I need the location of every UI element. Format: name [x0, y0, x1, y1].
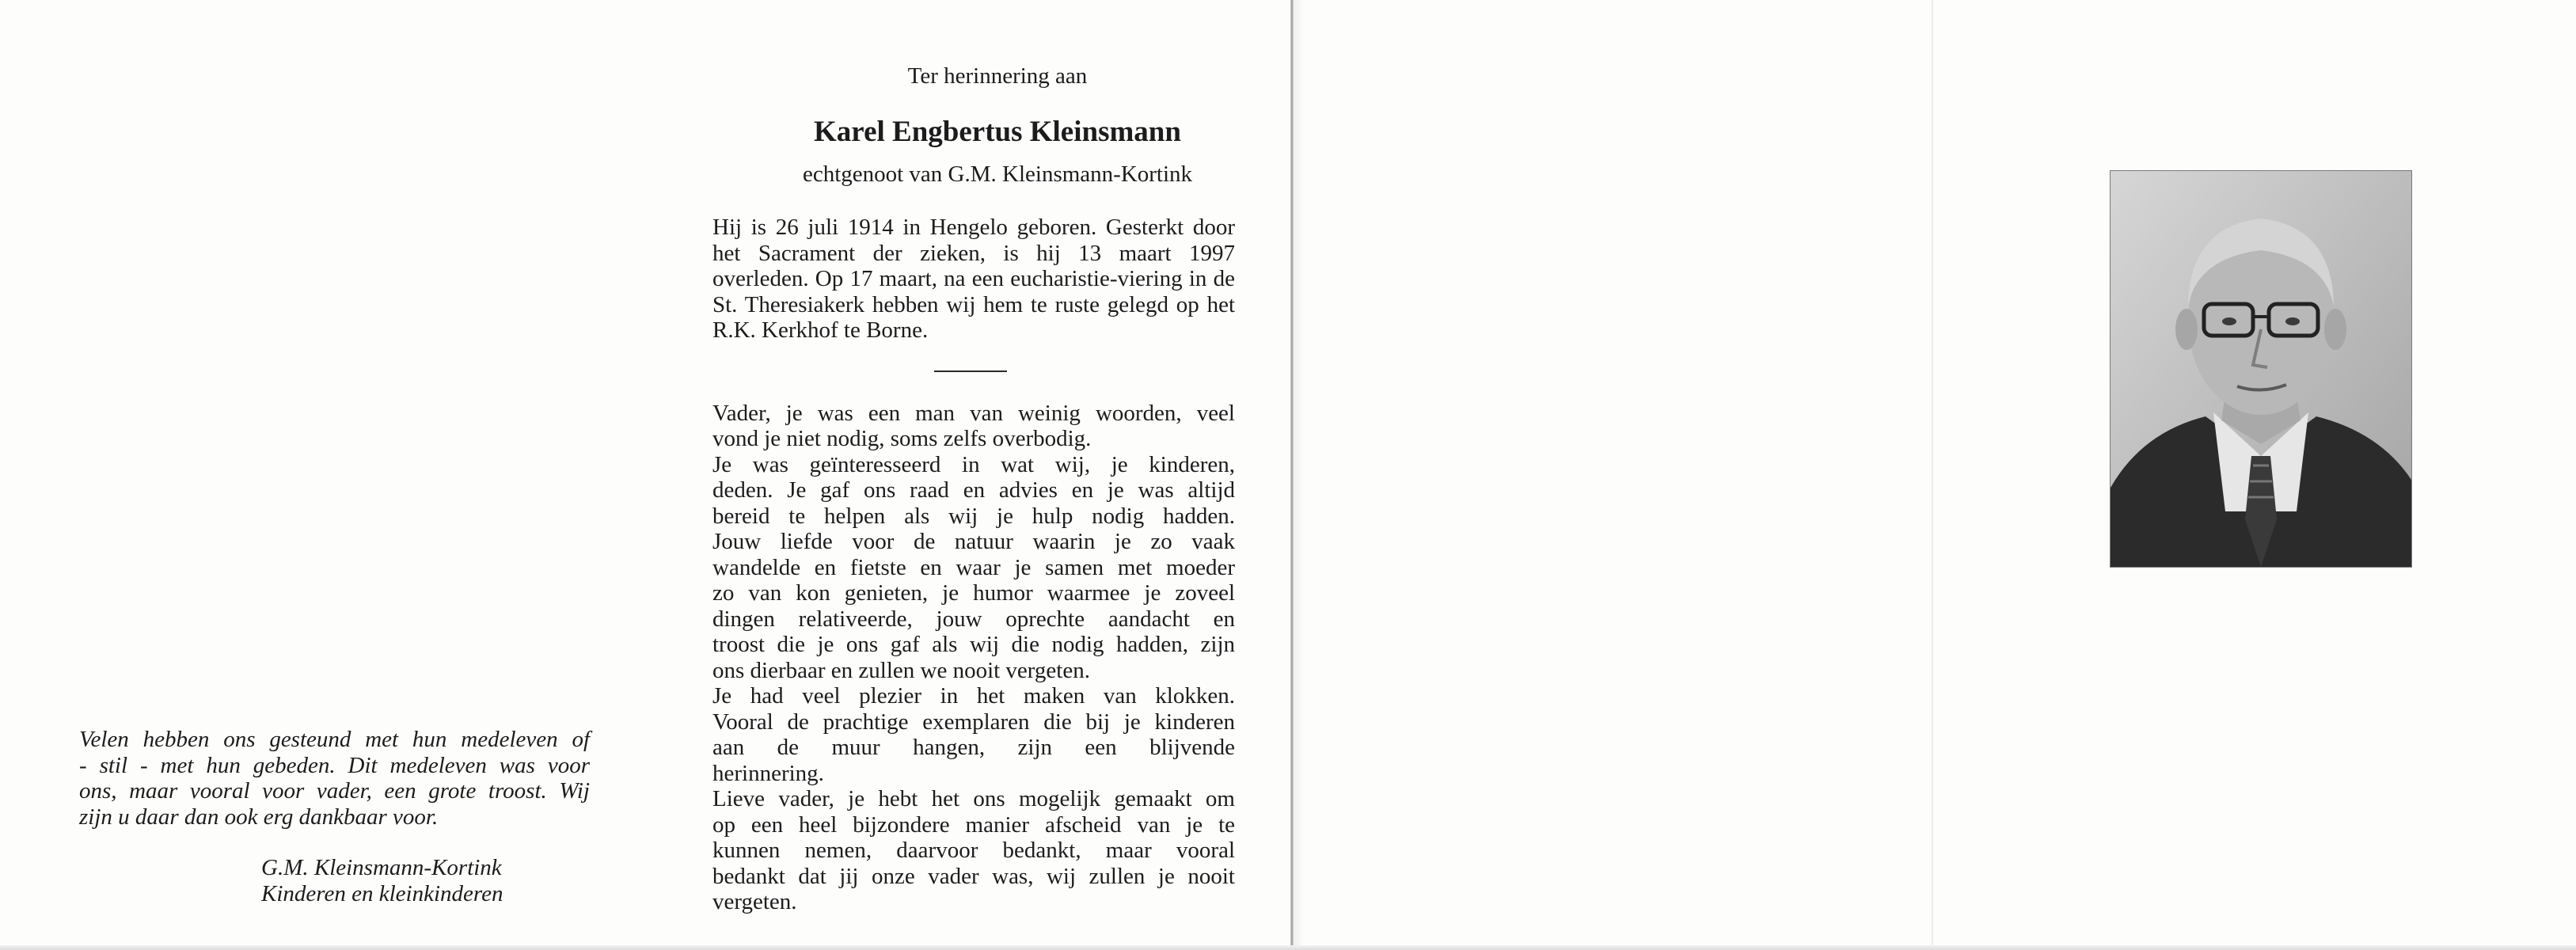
- tribute-line: troost die je ons gaf als wij die nodig hadden, zijn: [712, 632, 1235, 657]
- tribute-line: aan de muur hangen, zijn een blijvende: [712, 735, 1235, 760]
- tribute-text: [712, 401, 1235, 915]
- tribute-line: bereid te helpen als wij je hulp nodig hadden.: [712, 503, 1235, 529]
- tribute-line: Jouw liefde voor de natuur waarin je zo vaak: [712, 529, 1235, 554]
- intro-heading: Ter herinnering aan: [907, 63, 1088, 89]
- thanks-line: zijn u daar dan ook erg dankbaar voor.: [79, 804, 439, 830]
- thanks-paragraph: [79, 727, 590, 830]
- tribute-line: Vooral de prachtige exemplaren die bij je kinderen: [712, 709, 1235, 735]
- card-bottom-edge: [0, 945, 2576, 950]
- tribute-line: ons dierbaar en zullen we nooit vergeten.: [712, 657, 1090, 683]
- portrait-photo: [2110, 170, 2412, 568]
- tribute-line: Je had veel plezier in het maken van klokken.: [712, 683, 1235, 709]
- tribute-line: kunnen nemen, daarvoor bedankt, maar vooral: [712, 838, 1235, 863]
- spouse-line: echtgenoot van G.M. Kleinsmann-Kortink: [802, 162, 1193, 187]
- tribute-line: vond je niet nodig, soms zelfs overbodig.: [712, 426, 1092, 451]
- signature-family: Kinderen en kleinkinderen: [261, 881, 503, 906]
- tribute-line: Lieve vader, je hebt het ons mogelijk gemaakt om: [712, 786, 1235, 811]
- right-fold-line: [1932, 0, 1933, 950]
- tribute-line: vergeten.: [712, 889, 797, 914]
- tribute-line: herinnering.: [712, 760, 824, 786]
- tribute-line: zo van kon genieten, je humor waarmee je zoveel: [712, 580, 1235, 606]
- thanks-line: - stil - met hun gebeden. Dit medeleven was voor: [79, 752, 590, 778]
- signature-spouse: G.M. Kleinsmann-Kortink: [261, 855, 502, 880]
- deceased-name: Karel Engbertus Kleinsmann: [814, 116, 1181, 148]
- thanks-line: ons, maar vooral voor vader, een grote troost. Wij: [79, 778, 590, 804]
- tribute-line: dingen relativeerde, jouw oprechte aandacht en: [712, 606, 1235, 632]
- thanks-line: Velen hebben ons gesteund met hun medeleven of: [79, 727, 590, 752]
- tribute-line: wandelde en fietste en waar je samen met moeder: [712, 554, 1235, 580]
- portrait-illustration: [2111, 171, 2411, 567]
- tribute-line: Vader, je was een man van weinig woorden, veel: [712, 400, 1235, 426]
- fold-shadow: [1294, 0, 1305, 950]
- tribute-line: bedankt dat jij onze vader was, wij zullen je nooit: [712, 863, 1235, 889]
- tribute-line: deden. Je gaf ons raad en advies en je was altijd: [712, 477, 1235, 503]
- signature-block: [261, 855, 578, 907]
- tribute-line: op een heel bijzondere manier afscheid van je te: [712, 811, 1235, 838]
- tribute-line: Je was geïnteresseerd in wat wij, je kinderen,: [712, 451, 1235, 477]
- biography-paragraph: Hij is 26 juli 1914 in Hengelo geboren. Gesterkt door het Sacrament der zieken, is hij 13 maart 1997 overleden. Op 17 maart, na een eucharistie-viering in de St. Theresiakerk hebben wij hem te ruste gelegd op het R.K. Kerkhof te Borne.: [712, 215, 1235, 343]
- main-text-column: [712, 63, 1235, 915]
- section-divider: [934, 370, 1007, 372]
